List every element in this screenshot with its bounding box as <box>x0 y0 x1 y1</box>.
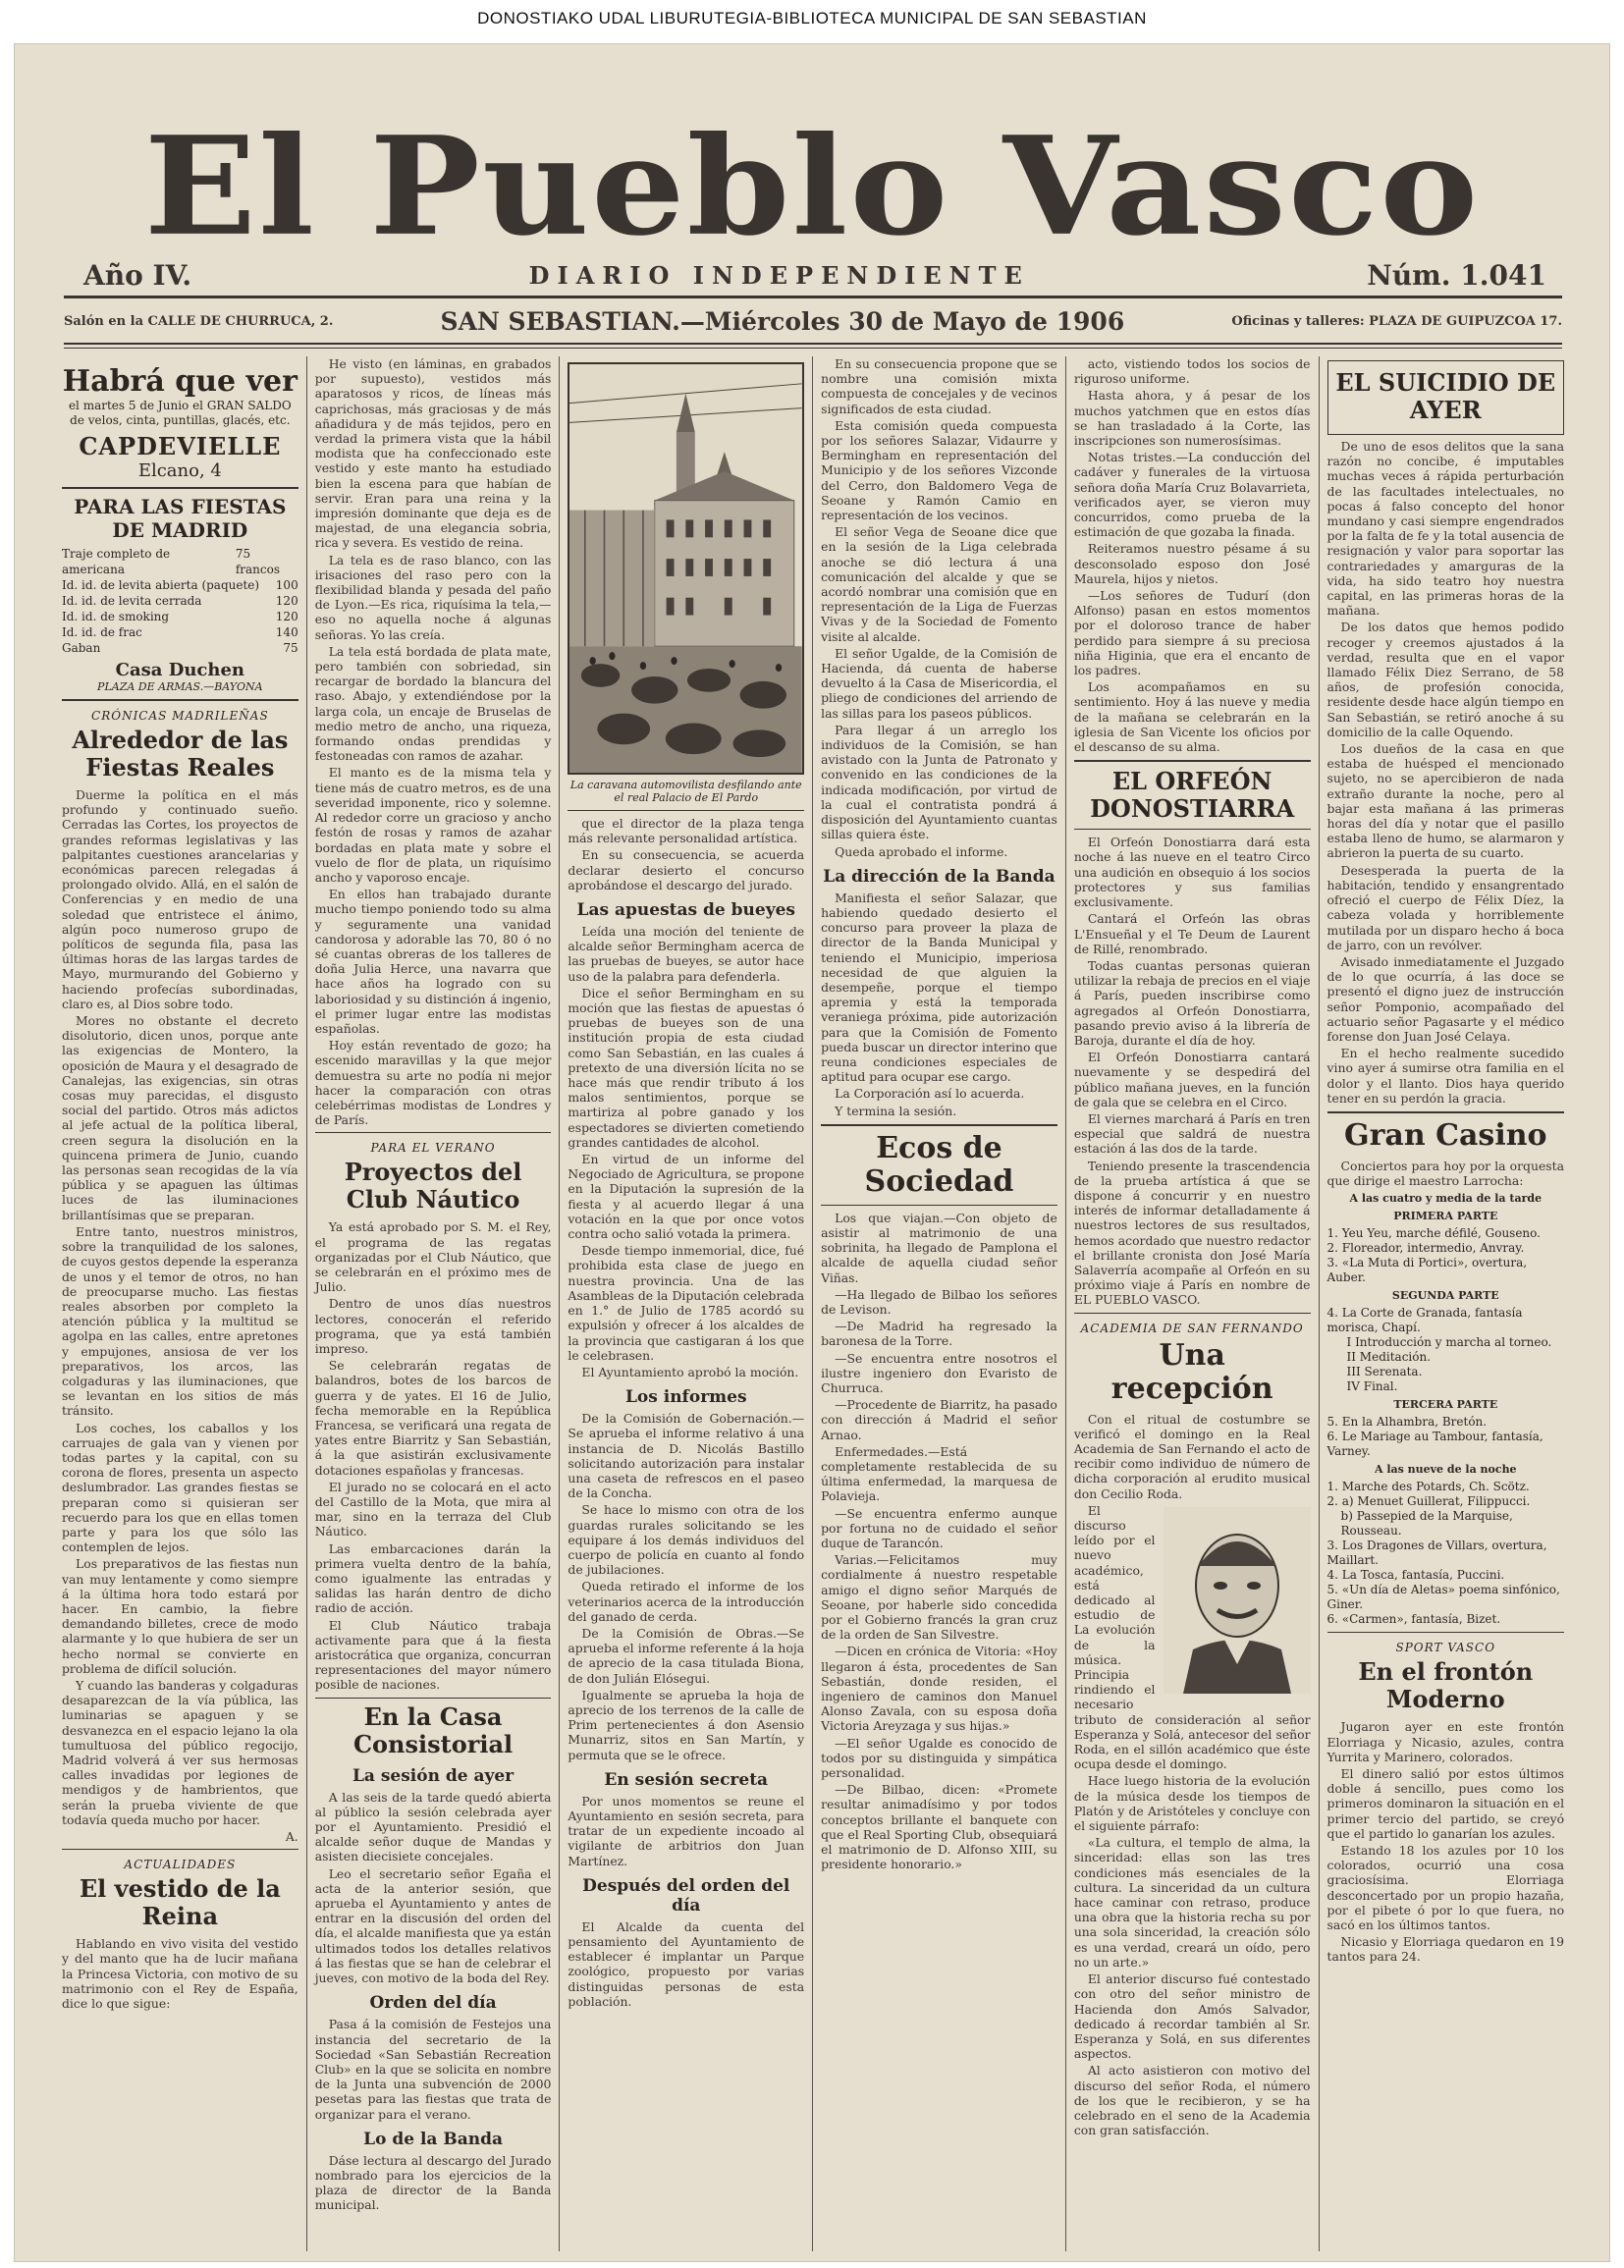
paragraph: que el director de la plaza tenga más relevante personalidad artística. <box>568 816 805 846</box>
ad-title: Habrá que ver <box>62 364 298 399</box>
columns <box>54 356 1572 2251</box>
paragraph: Pasa á la comisión de Festejos una instancia del secretario de la Sociedad «San Sebastián Recreation Club» en la que se solicita en nombre de la Junta una subvención de 2000 pesetas para las fiestas que trata de organizar para el verano. <box>314 2017 552 2122</box>
issue-year: Año IV. <box>83 258 192 292</box>
paragraph: Para llegar á un arreglo los individuos de la Comisión, se han avistado con la Junta de Patronato y convenido en las condiciones de la indicada modificación, por virtud de la cual el contratista pondrá á disposición del Ayuntamiento cuantas sillas quiera éste. <box>821 722 1057 842</box>
program-item: 6. Le Mariage au Tambour, fantasía, Varney. <box>1326 1430 1543 1459</box>
paragraph: Los dueños de la casa en que estaba de huésped el mencionado sujeto, no se apercibieron de nada extraño durante la noche, pero al bajar esta mañana á las primeras horas del día y notar que el pasillo estaba lleno de humo, se alarmaron y abrieron la puerta de su cuarto. <box>1326 741 1565 861</box>
signature: A. <box>285 1829 298 1845</box>
paragraph: —Se encuentra entre nosotros el ilustre ingeniero don Evaristo de Churruca. <box>821 1350 1057 1395</box>
divider <box>315 1698 552 1699</box>
article-body <box>62 1936 298 2011</box>
masthead <box>15 107 1609 266</box>
paragraph: Varias.—Felicitamos muy cordialmente á nuestro respetable amigo el digno señor Marqués de Seoane, por haberle sido concedida por el Gobierno francés la gran cruz de la orden de San Silvestre. <box>821 1552 1057 1643</box>
article-body <box>821 891 1057 1118</box>
program-item: I Introducción y marcha al torneo. <box>1346 1335 1552 1350</box>
paragraph: Y cuando las banderas y colgaduras desaparezcan de la vía pública, las luminarias se apaguen y se desvanezca en el espacio lejano la ola tumultuosa del público regocijo, Madrid volverá á ver sus hermosas calles invadidas por legiones de mendigos y de hambrientos, que serán la prueba viviente de que todavía queda mucho por hacer. <box>62 1677 298 1827</box>
price-row <box>62 609 298 624</box>
price-value: 75 <box>283 641 298 655</box>
paragraph: —Se encuentra enfermo aunque por fortuna no de cuidado el señor duque de Tarancón. <box>821 1505 1057 1551</box>
article-body <box>1327 1159 1565 1188</box>
program-time: A las cuatro y media de la tarde <box>1349 1192 1543 1206</box>
paragraph: Todas cuantas personas quieran utilizar la rebaja de precios en el viaje á París, pueden inscribirse como agregados al Orfeón Donostiarra, pasando previo aviso á la librería de Baroja, durante el día de hoy. <box>1073 957 1311 1048</box>
paragraph: Por unos momentos se reune el Ayuntamiento en sesión secreta, para tratar de un expediente incoado al vigilante de arbitrios don Juan Martínez. <box>568 1793 805 1868</box>
paragraph: Desde tiempo inmemorial, dice, fué prohibida esta clase de juego en nuestra provincia. Una de las Asambleas de la Diputación celebrada en 1.° de Julio de 1785 acordó su expulsión y ofrecer á los alcaldes de la provincia que castigaran á los que le celebrasen. <box>568 1243 805 1363</box>
column-1 <box>54 356 307 2251</box>
paragraph: El Alcalde da cuenta del pensamiento del Ayuntamiento de establecer é implantar un Parque zoológico, propuesto por varias distinguidas personas de esta población. <box>568 1918 805 2009</box>
paragraph: Hasta ahora, y á pesar de los muchos yatchmen que en estos días se han trasladado á la Corte, las inscripciones son numerosísimas. <box>1073 388 1311 449</box>
program-item: 5. «Un día de Aletas» poema sinfónico, Giner. <box>1326 1583 1560 1612</box>
paragraph: Entre tanto, nuestros ministros, sobre la tranquilidad de los salones, de cuyos gestos depende la esperanza de unos y el temor de otros, no han de preocuparse mucho. Las fiestas reales absorben por completo la atención pública y la multitud se agolpa en las calles, entre apretones y empujones, ansiosa de ver los preparativos, los arcos, las colgaduras y las iluminaciones, que se levantan en los sitios de más tránsito. <box>62 1223 298 1419</box>
price-item: Id. id. de frac <box>62 625 142 639</box>
program-item: 6. «Carmen», fantasía, Bizet. <box>1326 1612 1501 1627</box>
paragraph: El Orfeón Donostiarra dará esta noche á las nueve en el teatro Circo una audición en obsequio á los socios protectores y sus familias exclusivamente. <box>1073 835 1311 910</box>
program-item: 3. «La Muta di Portici», overtura, Auber. <box>1326 1256 1528 1285</box>
column-3 <box>560 356 813 2251</box>
paragraph: Igualmente se aprueba la hoja de aprecio de los terrenos de la calle de Prim pertenecientes á don Asensio Munarriz, sitos en San Martín, y permuta que se le ofrece. <box>568 1687 805 1762</box>
paragraph: Nicasio y Elorriaga quedaron en 19 tantos para 24. <box>1326 1934 1565 1965</box>
article-headline: Ecos de Sociedad <box>864 1130 1014 1199</box>
price-value: 140 <box>275 625 298 639</box>
article-body <box>1327 439 1565 1106</box>
paragraph: La tela está bordada de plata mate, pero también con sobriedad, sin recargar de bordado la blancura del raso. Abajo, y extendiéndose por la larga cola, un encaje de Bruselas de medio metro de ancho, una riqueza, formando ondas prendidas y festoneadas con ramos de azahar. <box>314 643 552 764</box>
article-body <box>62 787 298 1844</box>
paragraph: «La cultura, el templo de alma, la sinceridad: ellas son las tres condiciones más esenciales de la cultura. La sinceridad da un cultura hace caminar con retraso, produce una obra que la historia recha su por una sola sinceridad, la creación sólo es una verdad, creará un oído, pero no un arte.» <box>1073 1835 1311 1970</box>
article-subhead: Las apuestas de bueyes <box>576 900 795 921</box>
divider <box>821 1205 1057 1206</box>
masthead-subtitle: DIARIO INDEPENDIENTE <box>528 260 1030 290</box>
program-item: III Serenata. <box>1346 1365 1423 1379</box>
paragraph: Se celebrarán regatas de balandros, botes de los barcos de guerra y de yates. El 16 de Julio, fecha memorable en la República Francesa, se verificará una regata de yates entre Biarritz y San Sebastián, á la que asistirán exclusivamente dotaciones españolas y francesas. <box>314 1358 552 1478</box>
paragraph: Avisado inmediatamente el Juzgado de lo que ocurría, á las doce se presentó el digno juez de instrucción señor Pomponio, acompañado del actuario señor Pagasarte y el médico forense don Juan José Celaya. <box>1326 953 1565 1044</box>
column-2 <box>307 356 561 2251</box>
illustration-caption: La caravana automovilista desfilando ante el real Palacio de El Pardo <box>569 779 802 804</box>
paragraph: El anterior discurso fué contestado con otro del señor ministro de Hacienda don Amós Salvador, dedicado á recordar también al Sr. Esperanza y Solá, en sus diferentes aspectos. <box>1073 1971 1311 2062</box>
paragraph: Con el ritual de costumbre se verificó el domingo en la Real Academia de San Fernando el acto de recibir como individuo de número de dicha corporación al erudito musical don Cecilio Roda. <box>1073 1411 1311 1501</box>
price-row <box>62 624 298 640</box>
article-body <box>315 1790 552 1986</box>
dateline-right: Oficinas y talleres: PLAZA DE GUIPUZCOA 17. <box>1231 313 1562 329</box>
price-item: Gaban <box>62 641 101 655</box>
article-body <box>315 356 552 1127</box>
palace-engraving-image <box>569 364 802 773</box>
program-part: SEGUNDA PARTE <box>1391 1289 1499 1303</box>
paragraph: De la Comisión de Obras.—Se aprueba el informe referente á la hoja de aprecio de la casa titulada Biona, de don Julián Elósegui. <box>568 1625 805 1686</box>
price-item: Id. id. de levita cerrada <box>62 594 202 608</box>
paragraph: Leo el secretario señor Egaña el acta de la anterior sesión, que aprueba el Ayuntamiento y antes de entrar en la discusión del orden del día, el alcalde manifiesta que ya están ultimados todos los detalles relativos á las fiestas que se han de celebrar el jueves, con motivo de la boda del Rey. <box>314 1865 552 1986</box>
paragraph: El Ayuntamiento aprobó la moción. <box>581 1364 799 1379</box>
paragraph: Hoy están reventado de gozo; ha escenido maravillas y la que mejor demuestra su arte no podía ni mejor hacer la comparación con otras celebérrimas modistas de Londres y de París. <box>314 1038 552 1128</box>
price-value: 120 <box>275 610 298 623</box>
article-subhead: Lo de la Banda <box>363 2129 503 2149</box>
paragraph: En su consecuencia propone que se nombre una comisión mixta compuesta de concejales y de vecinos significados de esta ciudad. <box>821 356 1057 416</box>
paragraph: Dentro de unos días nuestros lectores, conocerán el referido programa, que ya está también impreso. <box>314 1296 552 1356</box>
paragraph: El Club Náutico trabaja activamente para que á la fiesta aristocrática que organiza, concurran representaciones del mayor número posible de naciones. <box>314 1617 552 1693</box>
paragraph: —De Bilbao, dicen: «Promete resultar animadísimo y por todos conceptos brillante el banquete con que el Real Sporting Club, obsequiará el matrimonio de D. Alfonso XIII, su presidente honorario.» <box>821 1782 1057 1872</box>
article-headline: El vestido de la Reina <box>79 1874 281 1931</box>
paragraph: Dice el señor Bermingham en su moción que las fiestas de apuestas ó pruebas de bueyes son de una institución propia de esta ciudad como San Sebastián, en las cuales á pretexto de una diversión lícita no se hace más que rendir tributo á los malos sentimientos, porque se martiriza al pobre ganado y los espectadores se divierten cometiendo grandes cantidades de alcohol. <box>568 985 805 1150</box>
article-headline: En la Casa Consistorial <box>352 1701 514 1758</box>
article-body <box>821 1211 1057 1872</box>
masthead-info-row <box>83 255 1546 295</box>
article-kicker: PARA EL VERANO <box>370 1141 496 1156</box>
paragraph: Dáse lectura al descargo del Jurado nombrado para los ejercicios de la plaza de director de la Banda municipal. <box>314 2152 552 2213</box>
article-body <box>1327 1719 1565 1964</box>
dateline-left: Salón en la CALLE DE CHURRUCA, 2. <box>64 313 334 329</box>
price-row <box>62 593 298 609</box>
article-headline: EL SUICIDIO DE AYER <box>1335 368 1556 424</box>
article-body <box>315 2153 552 2213</box>
price-item: Id. id. de levita abierta (paquete) <box>62 578 260 592</box>
shop-address: PLAZA DE ARMAS.—BAYONA <box>97 680 263 693</box>
paragraph: Notas tristes.—La conducción del cadáver y funerales de la virtuosa señora doña María Cruz Bolavarrieta, verificados ayer, se vieron muy concurridos, como prueba de la estimación de que gozaba la finada. <box>1073 450 1311 540</box>
paragraph: —Los señores de Tudurí (don Alfonso) pasan en estos momentos por el doloroso trance de haber perdido para siempre á su preciosa niña Higinia, que era el encanto de los padres. <box>1073 588 1311 678</box>
masthead-rule <box>64 296 1562 298</box>
article-subhead: Orden del día <box>369 1993 497 2014</box>
issue-number: Núm. 1.041 <box>1367 258 1546 292</box>
article-headline: En el frontón Moderno <box>1358 1657 1534 1714</box>
program-item: b) Passepied de la Marquise, Rousseau. <box>1340 1509 1513 1539</box>
price-value: 75 francos <box>235 547 281 576</box>
paragraph: Queda retirado el informe de los veterinarios acerca de la introducción del ganado de cerda. <box>568 1579 805 1624</box>
divider <box>1074 1313 1311 1314</box>
article-body <box>315 2017 552 2121</box>
program-item: 4. La Tosca, fantasía, Puccini. <box>1326 1568 1505 1583</box>
paragraph: —Dicen en crónica de Vitoria: «Hoy llegaron á ésta, procedentes de San Sebastián, donde residen, el ingeniero de caminos don Manuel Alonso Zavala, con su esposa doña Victoria Areyzaga y sus hijas.» <box>821 1644 1057 1734</box>
paragraph: Los preparativos de las fiestas nun van muy lentamente y como siempre á la última hora todo estará por hacer. En cambio, la fiebre demandando billetes, crece de modo alarmante y lo que hubiera de ser un hecho normal se convierte en problema de difícil solución. <box>62 1556 298 1676</box>
paragraph: Teniendo presente la trascendencia de la prueba artística á que se dispone á concurrir y en nuestro interés de informar detalladamente á nuestros lectores de sus resultados, hemos acordado que nuestro redactor el brillante cronista don José María Salaverría acompañe al Orfeón en su próximo viaje á París en nombre de EL PUEBLO VASCO. <box>1073 1158 1311 1308</box>
paragraph: El discurso leído por el nuevo académico, está dedicado al estudio de La evolución de la música. Principia rindiendo el necesario tributo de consideración al señor Esperanza y Solá, antecesor del señor Roda, en el sillón académico que éste ocupa desde el domingo. <box>1073 1502 1311 1772</box>
paragraph: Duerme la política en el más profundo y continuado sueño. Cerradas las Cortes, los proyectos de grandes reformas legislativas y las palpitantes cuestiones arancelarias y económicas parecen relegadas á prolongado olvido. Allá, en el salón de Conferencias y en medio de una soledad que entristece el ánimo, algún poco numeroso grupo de políticos de segunda fila, pasa las últimas horas de las largas tardes de Mayo, murmurando del Gobierno y haciendo profecías subordinadas, claro es, al Dios sobre todo. <box>62 787 298 1011</box>
article-body <box>568 924 804 1379</box>
paragraph: Reiteramos nuestro pésame á su desconsolado esposo don José Maurela, hijos y nietos. <box>1073 541 1311 586</box>
paragraph: —Ha llegado de Bilbao los señores de Levison. <box>821 1286 1057 1317</box>
article-headline: EL ORFEÓN DONOSTIARRA <box>1090 767 1295 824</box>
program-item: 2. Floreador, intermedio, Anvray. <box>1326 1241 1525 1256</box>
program-item: 4. La Corte de Granada, fantasía morisca, Chapí. <box>1326 1306 1523 1335</box>
paragraph: De uno de esos delitos que la sana razón no concibe, é imputables muchas veces á rápida perturbación de las facultades intelectuales, no pocas á falso concepto del honor mundano y casi siempre engendrados por la falta de fe y la total ausencia de resignación y valor para soportar las contrariedades y amarguras de la vida, ha sido teatro hoy nuestra capital, en las primeras horas de la mañana. <box>1326 439 1565 619</box>
masthead-title: El Pueblo Vasco <box>143 107 1481 266</box>
paragraph: Cantará el Orfeón las obras L'Ensueñal y el Te Deum de Laurent de Rillé, renombrado. <box>1073 911 1311 956</box>
price-value: 120 <box>275 594 298 608</box>
price-row <box>62 640 298 656</box>
price-list <box>62 546 298 656</box>
paragraph: Esta comisión queda compuesta por los señores Salazar, Vidaurre y Bermingham en representación del Municipio y de los señores Vizconde del Cerro, don Baldomero Vega de Seoane y Ramón Camio en representación de los vecinos. <box>821 417 1057 523</box>
article-kicker: SPORT VASCO <box>1395 1641 1496 1655</box>
program-item: 5. En la Alhambra, Bretón. <box>1326 1415 1488 1430</box>
paragraph: La Corporación así lo acuerda. <box>835 1086 1025 1102</box>
paragraph: —De Madrid ha regresado la baronesa de la Torre. <box>821 1319 1057 1349</box>
divider <box>62 699 298 701</box>
paragraph: He visto (en láminas, en grabados por supuesto), vestidos más aparatosos y ricos, de líneas más caprichosas, más graciosas y de más añadidura y de más tejidos, pero en verdad la primera vista que la hábil modista que ha confeccionado este vestido y este manto ha estudiado bien la escena para que habían de servir. Eran para una reina y la impresión dominante que deja es de majestad, de una elegancia sobria, rica y severa. Es vestido de reina. <box>314 356 552 551</box>
paragraph: Jugaron ayer en este frontón Elorriaga y Nicasio, azules, contra Yurrita y Marinero, colorados. <box>1326 1719 1565 1764</box>
article-body <box>568 1794 804 1868</box>
concert-program <box>1327 1191 1565 1627</box>
price-value: 100 <box>275 578 298 592</box>
paragraph: Manifiesta el señor Salazar, que habiendo quedado desierto el concurso para proveer la plaza de director de la Banda Municipal y teniendo el Municipio, imperiosa necesidad de que alguien la desempeñe, porque el tiempo apremia y está la temporada veraniega próxima, pide autorización para que la Comisión de Fomento pueda buscar un director interino que reuna condiciones especiales de aptitud para ocupar ese cargo. <box>821 890 1057 1085</box>
divider <box>568 810 804 811</box>
paragraph: Se hace lo mismo con otra de los guardas rurales solicitando se les equipare á los demás individuos del cuerpo de policía en cuanto al fondo de jubilaciones. <box>568 1502 805 1578</box>
paragraph: Ya está aprobado por S. M. el Rey, el programa de las regatas organizadas por el Club Náutico, que se celebrarán en el próximo mes de Julio. <box>314 1219 552 1295</box>
article-body <box>1074 356 1311 754</box>
program-item: 1. Yeu Yeu, marche défilé, Gouseno. <box>1326 1226 1541 1241</box>
paragraph: En su consecuencia, se acuerda declarar desierto el concurso aprobándose el descargo del jurado. <box>568 847 805 892</box>
article-headline: Proyectos del Club Náutico <box>344 1158 522 1215</box>
paragraph: La tela es de raso blanco, con las irisaciones del raso pero con la flexibilidad blanda y pesada del paño de Lyon.—Es rica, riquísima la tela,—eso no aquella noche á algunas señoras. Yo las creía. <box>314 552 552 642</box>
portrait-illustration <box>1164 1507 1311 1694</box>
dateline-rule <box>64 343 1562 349</box>
paragraph: Y termina la sesión. <box>835 1103 957 1118</box>
paragraph: De la Comisión de Gobernación.—Se aprueba el informe relativo á una instancia de D. Nicolás Bastillo solicitando autorización para instalar una caseta de refrescos en el paseo de la Concha. <box>568 1411 805 1501</box>
paragraph: El señor Ugalde, de la Comisión de Hacienda, dá cuenta de haberse devuelto á la Casa de Misericordia, el pliego de condiciones del arriendo de las sillas para los paseos públicos. <box>821 645 1057 721</box>
paragraph: Mores no obstante el decreto disolutorio, dicen unos, porque ante las exigencias de Montero, la oposición de Maura y el desagrado de Canalejas, las exigencias, sin otras cosas muy parecidas, el disgusto social del partido. Otros más adictos al jefe actual de la política liberal, creen segura la disolución en la quincena primera de Junio, cuando las personas sean recogidas de la vía pública y se apaguen las últimas luces de las iluminaciones brillantísimas que se preparan. <box>62 1013 298 1222</box>
price-item: Id. id. de smoking <box>62 610 170 623</box>
column-5 <box>1066 356 1320 2251</box>
paragraph: Los acompañamos en su sentimiento. Hoy á las nueve y media de la mañana se celebrarán en la iglesia de San Vicente los oficios por el descanso de su alma. <box>1073 679 1311 755</box>
article-kicker: CRÓNICAS MADRILEÑAS <box>91 709 269 723</box>
paragraph: A las seis de la tarde quedó abierta al público la sesión celebrada ayer por el Ayuntamiento. Presidió el alcalde señor duque de Mandas y asisten diecisiete concejales. <box>314 1789 552 1864</box>
divider <box>1327 1632 1565 1633</box>
divider <box>62 1849 298 1850</box>
dateline <box>64 301 1562 341</box>
program-part: PRIMERA PARTE <box>1393 1210 1498 1223</box>
article-subhead: Los informes <box>624 1387 747 1408</box>
program-part: TERCERA PARTE <box>1393 1398 1498 1412</box>
article-subhead: La dirección de la Banda <box>823 866 1056 887</box>
paragraph: Desesperada la puerta de la habitación, tendido y ensangrentado ofreció el cuerpo de Félix Díez, la cabeza volada y horriblemente mutilada por un disparo hecho á boca de jarro, con un revólver. <box>1326 862 1565 952</box>
article-subhead: Después del orden del día <box>582 1875 790 1916</box>
paragraph: Conciertos para hoy por la orquesta que dirige el maestro Larrocha: <box>1326 1158 1565 1189</box>
paragraph: De los datos que hemos podido recoger y creemos ajustados á la verdad, resulta que en el vapor llamado Félix Diez Serrano, de 58 años, de profesión conocida, residente desde hace algún tiempo en San Sebastián, se retiró anoche á su domicilio de la calle Oquendo. <box>1326 620 1565 739</box>
article-kicker: ACADEMIA DE SAN FERNANDO <box>1080 1321 1304 1335</box>
divider <box>1074 760 1311 762</box>
divider <box>1327 1111 1565 1113</box>
program-item: 3. Los Dragones de Villars, overtura, Maillart. <box>1326 1539 1547 1568</box>
article-headline: Gran Casino <box>1344 1117 1547 1153</box>
paragraph: El señor Vega de Seoane dice que en la sesión de la Liga celebrada anoche se dió lectura á una comunicación del alcalde y que se acordó nombrar una comisión que en representación de la Liga de Fuerzas Vivas y de la Sociedad de Fomento visite al alcalde. <box>821 524 1057 644</box>
divider <box>1074 829 1311 830</box>
paragraph: Leída una moción del teniente de alcalde señor Bermingham acerca de las pruebas de bueyes, se autor hace uso de la palabra para defenderla. <box>568 924 805 984</box>
paragraph: Hace luego historia de la evolución de la música desde los tiempos de Platón y de Aristóteles y concluye con el siguiente párrafo: <box>1073 1773 1311 1834</box>
paragraph: El jurado no se colocará en el acto del Castillo de la Mota, que mira al mar, sino en la terraza del Club Náutico. <box>314 1479 552 1539</box>
paragraph: El viernes marchará á París en tren especial que saldrá de nuestra estación á las dos de la tarde. <box>1073 1110 1311 1157</box>
paragraph: Las embarcaciones darán la primera vuelta dentro de la bahía, como igualmente las entradas y salidas las harán dentro de dicho radio de acción. <box>314 1540 552 1616</box>
article-subhead: La sesión de ayer <box>352 1765 514 1786</box>
paragraph: Hablando en vivo visita del vestido y del manto que ha de lucir mañana la Princesa Victoria, con motivo de su matrimonio con el Rey de España, dice lo que sigue: <box>62 1936 298 2012</box>
headline-box <box>1327 360 1565 435</box>
column-6 <box>1320 356 1573 2251</box>
paragraph: Queda aprobado el informe. <box>835 843 1008 859</box>
paragraph: —Procedente de Biarritz, ha pasado con dirección á Madrid el señor Arnao. <box>821 1397 1057 1442</box>
ad-shop-address: Elcano, 4 <box>137 460 222 481</box>
column-4 <box>813 356 1066 2251</box>
dateline-date: SAN SEBASTIAN.—Miércoles 30 de Mayo de 1906 <box>440 306 1125 336</box>
ad-shop-name: CAPDEVIELLE <box>79 432 282 460</box>
newspaper-page <box>14 43 1610 2262</box>
paragraph: acto, vistiendo todos los socios de riguroso uniforme. <box>1073 356 1311 387</box>
article-kicker: ACTUALIDADES <box>124 1858 237 1872</box>
portrait-engraving-image <box>1164 1507 1311 1694</box>
program-item: II Meditación. <box>1346 1350 1432 1365</box>
palace-illustration <box>568 362 804 775</box>
article-body <box>1074 1412 1311 2138</box>
article-body <box>568 1411 804 1762</box>
shop-name: Casa Duchen <box>115 660 245 680</box>
article-headline: Alrededor de las Fiestas Reales <box>72 726 289 782</box>
paragraph: Enfermedades.—Está completamente restablecida de su última enfermedad, la marquesa de Polavieja. <box>821 1443 1057 1504</box>
divider <box>821 1124 1057 1126</box>
article-body <box>315 1219 552 1692</box>
fiestas-ad-title: PARA LAS FIESTAS DE MADRID <box>74 495 287 542</box>
price-item: Traje completo de americana <box>62 547 171 576</box>
paragraph: Estando 18 los azules por 10 los colorados, ocurrió una cosa graciosísima. Elorriaga desconcertado por un propio hazaña, por el pibete ó por lo que fuera, no sacó en los últimos tantos. <box>1326 1842 1565 1932</box>
article-body <box>568 1919 804 2009</box>
divider <box>62 487 298 489</box>
paragraph: Los coches, los caballos y los carruajes de gala van y vienen por todas partes y la capital, con su corona de flores, presenta un aspecto deslumbrador. Las grandes fiestas se preparan como si quisieran ser recuerdo para los que en ellas tomen parte y para los que sólo las contemplen de lejos. <box>62 1420 298 1555</box>
article-body <box>568 816 804 892</box>
price-row <box>62 577 298 593</box>
price-row <box>62 546 298 577</box>
paragraph: En virtud de un informe del Negociado de Agricultura, se propone en la Diputación la supresión de la fiesta y al acuerdo llegar á una votación en la que por once votos contra ocho salió votada la primera. <box>568 1152 805 1242</box>
paragraph: En el hecho realmente sucedido vino ayer á sumirse otra familia en el dolor y el llanto. Dios haya querido tener en su perdón la gracia. <box>1326 1046 1565 1106</box>
program-item: 1. Marche des Potards, Ch. Scötz. <box>1326 1480 1530 1494</box>
paragraph: El dinero salió por estos últimos doble á sencillo, pues como los primeros dominaron la situación en el primer tercio del partido, se creyó que el partido lo ganarían los azules. <box>1326 1765 1565 1841</box>
paragraph: Los que viajan.—Con objeto de asistir al matrimonio de una sobrinita, ha llegado de Pamplona el alcalde de aquella ciudad señor Viñas. <box>821 1210 1057 1285</box>
divider <box>315 1132 552 1133</box>
paragraph: El Orfeón Donostiarra cantará nuevamente y se despedirá del público mañana jueves, en la función de gala que se celebra en el Circo. <box>1073 1050 1311 1109</box>
paragraph: El manto es de la misma tela y tiene más de cuatro metros, es de una severidad imponente, rico y solemne. Al rededor corre un gracioso y ancho festón de rosas y ramos de azahar bordadas en plata mate y sobre el vuelo de flor de plata, un riquísimo ancho y vaporoso encaje. <box>314 765 552 885</box>
article-body <box>1074 835 1311 1307</box>
paragraph: En ellos han trabajado durante mucho tiempo poniendo todo su alma y seguramente una vanidad candorosa y adorable las 70, 80 ó no sé cuantas obreras de los talleres de doña Julia Herce, una navarra que hace años ha logrado con su laboriosidad y su distinción á ingenio, el primer lugar entre las modistas españolas. <box>314 887 552 1036</box>
paragraph: —El señor Ugalde es conocido de todos por su distinguida y simpática personalidad. <box>821 1735 1057 1781</box>
article-body <box>821 356 1057 859</box>
program-item: 2. a) Menuet Guillerat, Filippucci. <box>1326 1494 1531 1509</box>
program-item: IV Final. <box>1346 1379 1398 1394</box>
program-time: A las nueve de la noche <box>1374 1463 1517 1477</box>
article-subhead: En sesión secreta <box>604 1769 769 1790</box>
article-headline: Una recepción <box>1110 1337 1273 1406</box>
library-header: DONOSTIAKO UDAL LIBURUTEGIA-BIBLIOTECA MUNICIPAL DE SAN SEBASTIAN <box>0 0 1624 37</box>
paragraph: Al acto asistieron con motivo del discurso del señor Roda, el número de los que le recibieron, y se ha celebrado en el seno de la Academia con gran satisfacción. <box>1073 2063 1311 2138</box>
ad-text: el martes 5 de Junio el GRAN SALDO de velos, cinta, puntillas, glacés, etc. <box>68 399 292 427</box>
